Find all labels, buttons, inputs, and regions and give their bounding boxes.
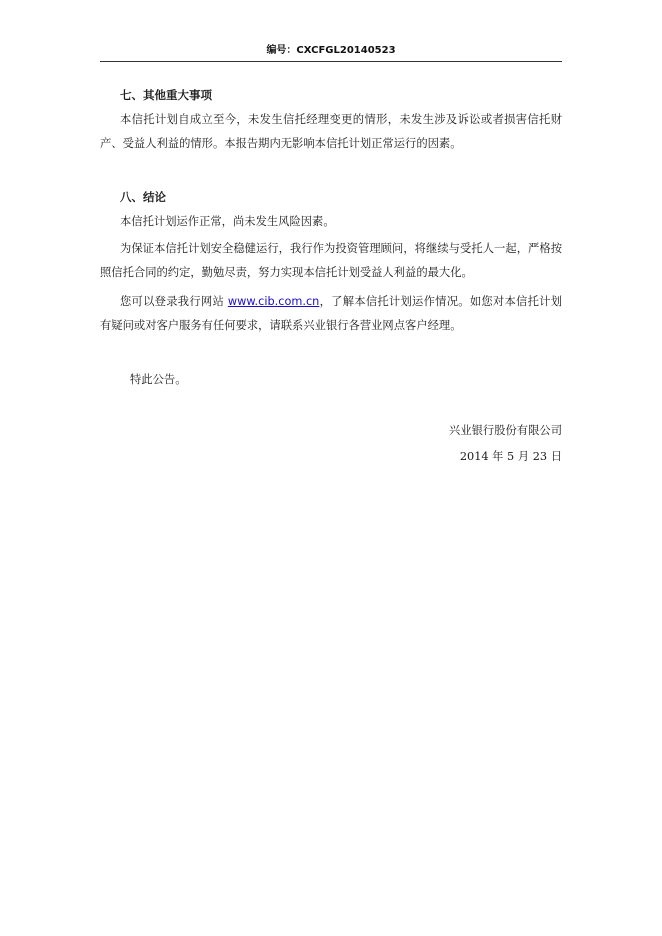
section-8-paragraph-3: [100, 290, 562, 337]
website-link[interactable]: www.cib.com.cn: [227, 295, 320, 308]
section-7-paragraph: 本信托计划自成立至今，未发生信托经理变更的情形，未发生涉及诉讼或者损害信托财产、受益人利益的情形。本报告期内无影响本信托计划正常运行的因素。: [100, 113, 562, 150]
header-divider: [100, 61, 562, 62]
signature-date: 2014 年 5 月 23 日: [459, 450, 562, 463]
section-7-heading: 七、其他重大事项: [120, 88, 212, 102]
section-8-paragraph-2: 为保证本信托计划安全稳健运行，我行作为投资管理顾问，将继续与受托人一起，严格按照信托合同的约定，勤勉尽责，努力实现本信托计划受益人利益的最大化。: [100, 242, 562, 279]
document-page: [100, 0, 562, 936]
paragraph-3-lead: 您可以登录我行网站: [120, 295, 228, 308]
closing-notice: 特此公告。: [130, 373, 187, 386]
document-number: 编号：CXCFGL20140523: [266, 45, 396, 56]
section-8-heading: 八、结论: [120, 190, 166, 204]
section-8-paragraph-1: 本信托计划运作正常，尚未发生风险因素。: [120, 215, 335, 228]
signature-company: 兴业银行股份有限公司: [449, 424, 562, 437]
paragraph-3-tail: ，了解本信托计划运作情况。如您对本信托计划有疑问或对客户服务有任何要求，请联系兴业银行各营业网点客户经理。: [100, 295, 562, 332]
